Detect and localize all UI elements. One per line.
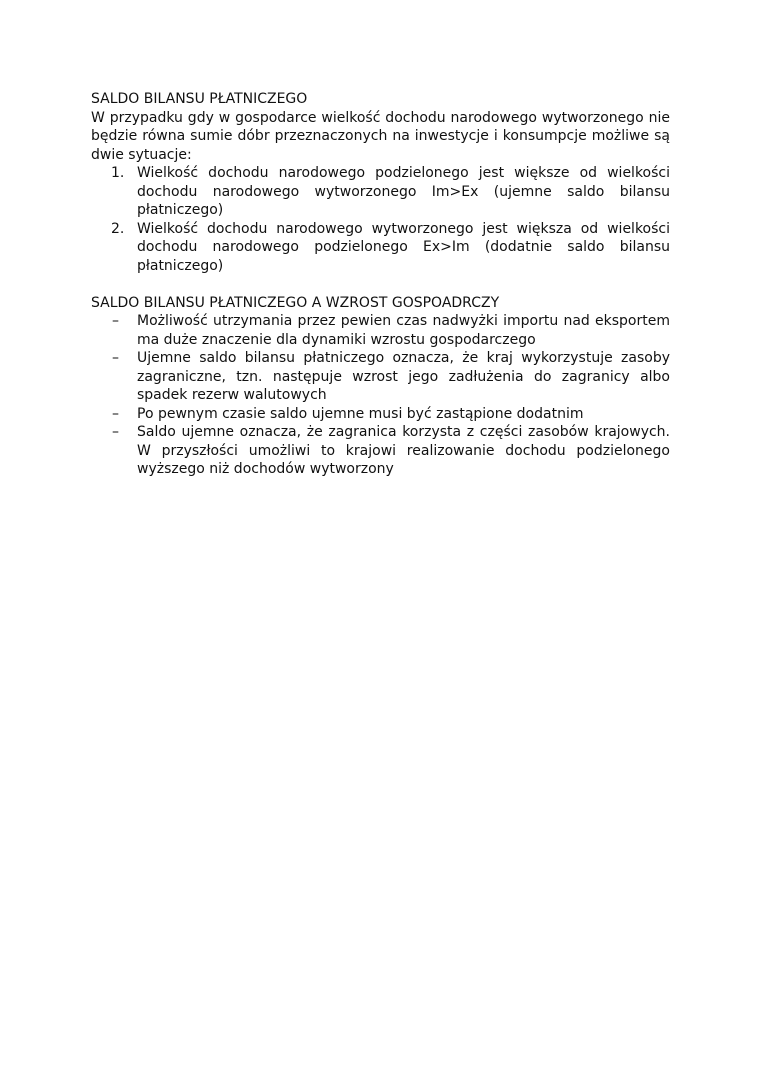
list-item [91,349,670,405]
dash-bullet-icon: – [112,313,119,329]
list-number: 1. [111,165,125,181]
section1-numbered-list [91,164,670,275]
section2-bullet-list [91,312,670,479]
section1-intro: W przypadku gdy w gospodarce wielkość dochodu narodowego wytworzonego nie będzie równa sumie dóbr przeznaczonych na inwestycje i konsumpcje możliwe są dwie sytuacje: [91,109,670,163]
dash-bullet-icon: – [112,424,119,440]
dash-bullet-icon: – [112,405,119,422]
list-item [91,312,670,349]
document-page [91,90,670,479]
list-item-text: Wielkość dochodu narodowego podzielonego jest większe od wielkości dochodu narodowego wytworzonego Im>Ex (ujemne saldo bilansu płatniczego) [137,165,670,218]
list-item-text: Saldo ujemne oznacza, że zagranica korzysta z części zasobów krajowych. W przyszłości umożliwi to krajowi realizowanie dochodu podzielonego wyższego niż dochodów wytworzony [137,424,670,477]
list-item [91,220,670,276]
paragraph-spacer [91,275,670,294]
list-item [91,164,670,220]
list-item-text: Po pewnym czasie saldo ujemne musi być zastąpione dodatnim [137,405,584,422]
list-item [91,405,670,424]
list-item-text: Ujemne saldo bilansu płatniczego oznacza, że kraj wykorzystuje zasoby zagraniczne, tzn. następuje wzrost jego zadłużenia do zagranicy albo spadek rezerw walutowych [137,350,670,403]
section2-heading: SALDO BILANSU PŁATNICZEGO A WZROST GOSPOADRCZY [91,294,500,311]
list-item [91,423,670,479]
dash-bullet-icon: – [112,350,119,366]
list-item-text: Wielkość dochodu narodowego wytworzonego jest większa od wielkości dochodu narodowego podzielonego Ex>Im (dodatnie saldo bilansu płatniczego) [137,220,670,274]
list-number: 2. [111,220,125,237]
section1-heading: SALDO BILANSU PŁATNICZEGO [91,91,308,107]
list-item-text: Możliwość utrzymania przez pewien czas nadwyżki importu nad eksportem ma duże znaczenie dla dynamiki wzrostu gospodarczego [137,313,670,348]
